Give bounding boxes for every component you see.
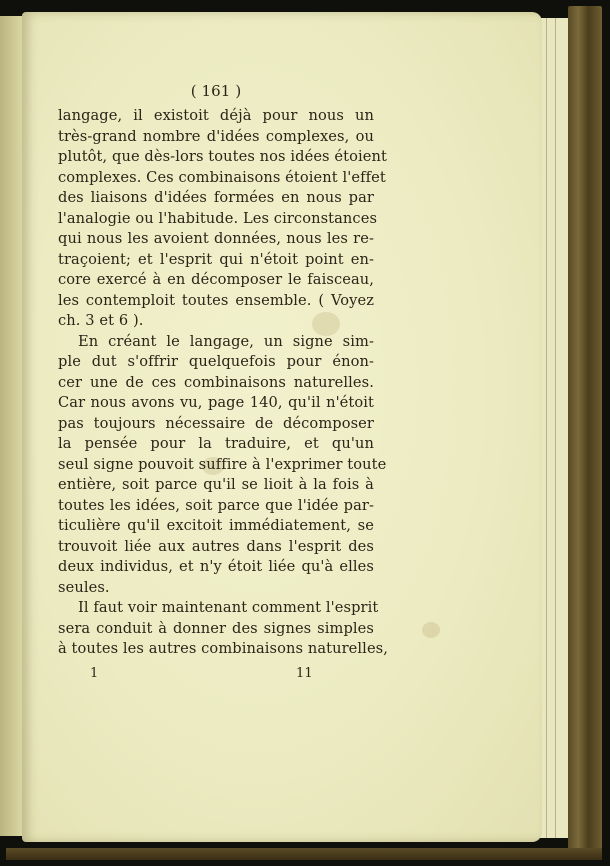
text-line: trouvoit liée aux autres dans l'esprit des	[58, 537, 374, 555]
text-line: ple dut s'offrir quelquefois pour énon-	[58, 353, 374, 370]
text-line: seul signe pouvoit suffire à l'exprimer toute	[58, 455, 387, 473]
text-line: toutes les idées, soit parce que l'idée par-	[58, 496, 374, 514]
text-line: plutôt, que dès-lors toutes nos idées étoient	[58, 148, 387, 165]
text-line: deux individus, et n'y étoit liée qu'à elles	[58, 558, 374, 575]
text-line: la pensée pour la traduire, et qu'un	[58, 435, 374, 452]
paragraph-3	[58, 598, 389, 660]
text-line: entière, soit parce qu'il se lioit à la fois à	[58, 476, 374, 493]
text-line: core exercé à en décomposer le faisceau,	[58, 271, 374, 288]
book-cover-bottom	[6, 848, 602, 860]
signature-mark-left: 1	[90, 665, 99, 681]
text-line: très-grand nombre d'idées complexes, ou	[58, 127, 374, 145]
text-line: complexes. Ces combinaisons étoient l'effet	[58, 168, 386, 186]
text-line: qui nous les avoient données, nous les re-	[58, 230, 374, 247]
text-line: seules.	[58, 578, 110, 596]
text-line: pas toujours nécessaire de décomposer	[58, 414, 374, 432]
text-line: ch. 3 et 6 ).	[58, 312, 144, 329]
page-edge	[546, 18, 555, 838]
text-line: traçoient; et l'esprit qui n'étoit point en-	[58, 250, 374, 268]
text-line: Il faut voir maintenant comment l'esprit	[78, 599, 379, 616]
text-line: des liaisons d'idées formées en nous par	[58, 189, 374, 206]
page-footer	[58, 664, 374, 686]
page-text	[58, 78, 389, 686]
foxing-spot	[422, 622, 440, 638]
text-line: ticulière qu'il excitoit immédiatement, se	[58, 517, 374, 534]
text-line: En créant le langage, un signe sim-	[78, 332, 374, 350]
paragraph-2	[58, 332, 387, 599]
text-line: sera conduit à donner des signes simples	[58, 619, 374, 637]
text-line: langage, il existoit déjà pour nous un	[58, 107, 374, 124]
text-line: les contemploit toutes ensemble. ( Voyez	[58, 291, 374, 309]
page-number-header: ( 161 )	[190, 82, 242, 100]
page-edge	[555, 18, 568, 838]
text-line: l'analogie ou l'habitude. Les circonstances	[58, 209, 378, 227]
text-line: Car nous avons vu, page 140, qu'il n'étoit	[58, 394, 374, 411]
signature-mark-right: 11	[296, 665, 313, 681]
text-line: cer une de ces combinaisons naturelles.	[58, 373, 374, 391]
text-line: à toutes les autres combinaisons naturelles,	[58, 640, 389, 657]
paragraph-1	[58, 106, 387, 332]
